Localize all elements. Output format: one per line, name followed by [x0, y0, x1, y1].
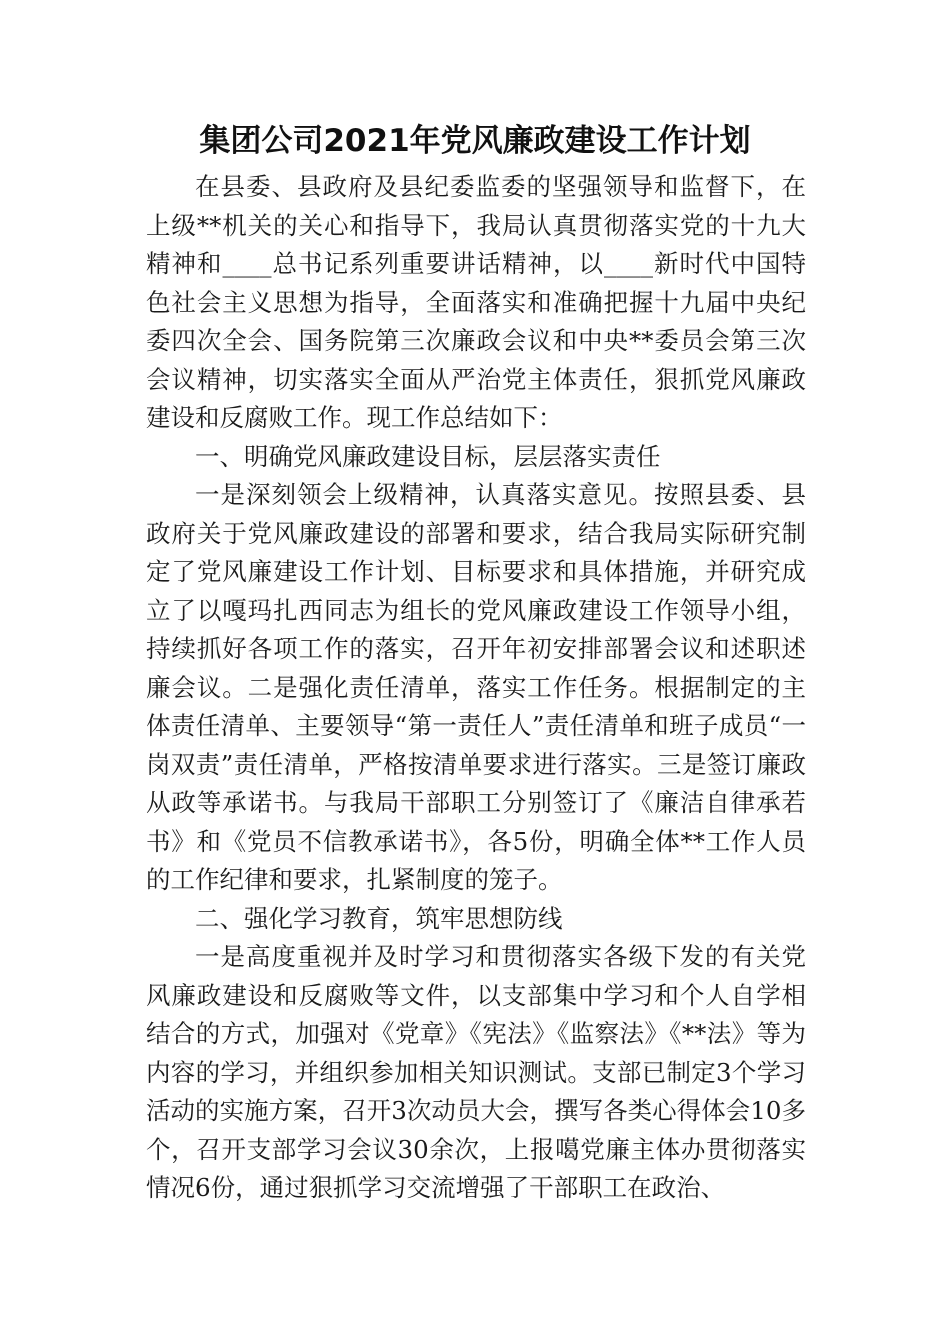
paragraph-section-2: 一是高度重视并及时学习和贯彻落实各级下发的有关党风廉政建设和反腐败等文件，以支部集中学习和个人自学相结合的方式，加强对《党章》《宪法》《监察法》《**法》等为内容的学习，并组织参加相关知识测试。支部已制定3个学习活动的实施方案，召开3次动员大会，撰写各类心得体会10多个，召开支部学习会议30余次，上报噶党廉主体办贯彻落实情况6份，通过狠抓学习交流增强了干部职工在政治、: [146, 942, 806, 1202]
document-title: 集团公司2021年党风廉政建设工作计划: [199, 123, 751, 159]
section-heading-1: 一、明确党风廉政建设目标，层层落实责任: [195, 441, 661, 471]
section-heading-2: 二、强化学习教育，筑牢思想防线: [195, 903, 563, 933]
paragraph-section-1: 一是深刻领会上级精神，认真落实意见。按照县委、县政府关于党风廉政建设的部署和要求，结合我局实际研究制定了党风廉建设工作计划、目标要求和具体措施，并研究成立了以嘎玛扎西同志为组长的党风廉政建设工作领导小组，持续抓好各项工作的落实，召开年初安排部署会议和述职述廉会议。二是强化责任清单，落实工作任务。根据制定的主体责任清单、主要领导“第一责任人”责任清单和班子成员“一岗双责”责任清单，严格按清单要求进行落实。三是签订廉政从政等承诺书。与我局干部职工分别签订了《廉洁自律承若书》和《党员不信教承诺书》，各5份，明确全体**工作人员的工作纪律和要求，扎紧制度的笼子。: [146, 480, 806, 894]
paragraph-intro: 在县委、县政府及县纪委监委的坚强领导和监督下，在上级**机关的关心和指导下，我局认真贯彻落实党的十九大精神和____总书记系列重要讲话精神，以____新时代中国特色社会主义思想为指导，全面落实和准确把握十九届中央纪委四次全会、国务院第三次廉政会议和中央**委员会第三次会议精神，切实落实全面从严治党主体责任，狠抓党风廉政建设和反腐败工作。现工作总结如下：: [146, 172, 806, 432]
document-body: [146, 168, 806, 1208]
